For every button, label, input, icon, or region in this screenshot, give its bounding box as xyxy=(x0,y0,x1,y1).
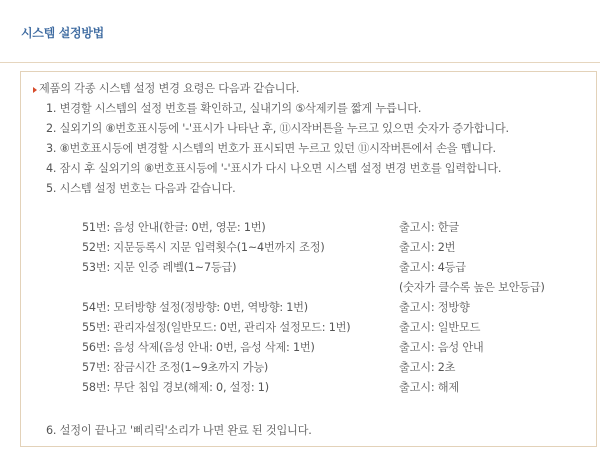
setting-54-default: 출고시: 정방향 xyxy=(399,301,470,314)
setting-53-note: (숫자가 클수록 높은 보안등급) xyxy=(399,281,545,294)
step-5: 5. 시스템 설정 번호는 다음과 같습니다. xyxy=(46,182,236,195)
setting-57-desc: 57번: 잠금시간 조정(1~9초까지 가능) xyxy=(82,361,269,374)
step-3: 3. ⑧번호표시등에 변경할 시스템의 번호가 표시되면 누르고 있던 ⑪시작버튼에서 손을 뗍니다. xyxy=(46,142,496,155)
setting-51-desc: 51번: 음성 안내(한글: 0번, 영문: 1번) xyxy=(82,221,266,234)
page-title: 시스템 설정방법 xyxy=(21,26,104,40)
page-header xyxy=(0,0,600,63)
step-6: 6. 설정이 끝나고 '삐리릭'소리가 나면 완료 된 것입니다. xyxy=(46,424,312,437)
setting-56-desc: 56번: 음성 삭제(음성 안내: 0번, 음성 삭제: 1번) xyxy=(82,341,315,354)
bullet-arrow-icon xyxy=(33,87,37,93)
setting-53-default: 출고시: 4등급 xyxy=(399,261,466,274)
setting-51-default: 출고시: 한글 xyxy=(399,221,459,234)
setting-58-desc: 58번: 무단 침입 경보(해제: 0, 설정: 1) xyxy=(82,381,269,394)
setting-57-default: 출고시: 2초 xyxy=(399,361,456,374)
setting-58-default: 출고시: 해제 xyxy=(399,381,459,394)
setting-55-desc: 55번: 관리자설정(일반모드: 0번, 관리자 설정모드: 1번) xyxy=(82,321,351,334)
setting-55-default: 출고시: 일반모드 xyxy=(399,321,481,334)
step-2: 2. 실외기의 ⑧번호표시등에 '-'표시가 나타난 후, ⑪시작버튼을 누르고 있으면 숫자가 증가합니다. xyxy=(46,122,509,135)
setting-52-desc: 52번: 지문등록시 지문 입력횟수(1~4번까지 조정) xyxy=(82,241,325,254)
setting-56-default: 출고시: 음성 안내 xyxy=(399,341,484,354)
setting-54-desc: 54번: 모터방향 설정(정방향: 0번, 역방향: 1번) xyxy=(82,301,308,314)
step-1: 1. 변경할 시스템의 설정 번호를 확인하고, 실내기의 ⑤삭제키를 짧게 누릅니다. xyxy=(46,102,422,115)
step-4: 4. 잠시 후 실외기의 ⑧번호표시등에 '-'표시가 다시 나오면 시스템 설정 변경 번호를 입력합니다. xyxy=(46,162,502,175)
setting-52-default: 출고시: 2번 xyxy=(399,241,456,254)
setting-53-desc: 53번: 지문 인증 레벨(1~7등급) xyxy=(82,261,237,274)
intro-text: 제품의 각종 시스템 설정 변경 요령은 다음과 같습니다. xyxy=(39,82,300,95)
